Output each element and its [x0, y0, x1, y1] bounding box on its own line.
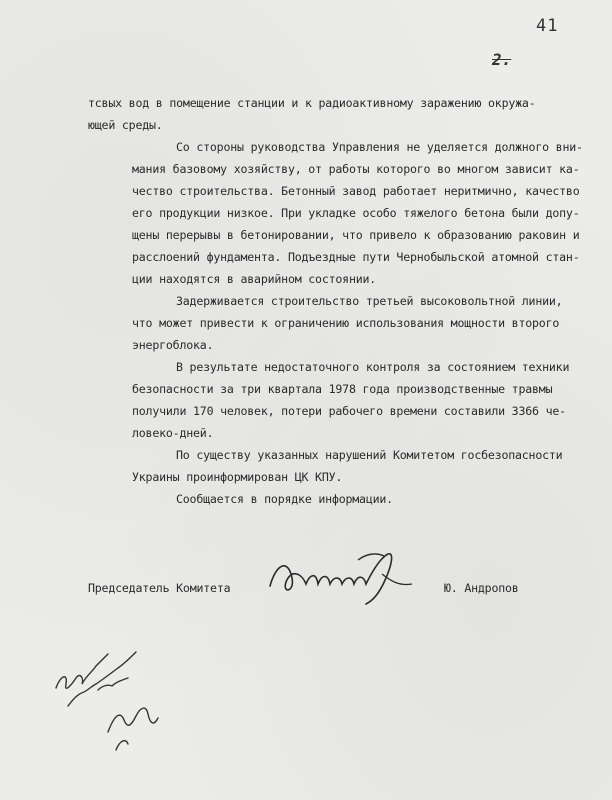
- signatory-name: Ю. Андропов: [444, 581, 519, 595]
- text-line: его продукции низкое. При укладке особо тяжелого бетона были допу-: [132, 206, 580, 220]
- text-line: Украины проинформирован ЦК КПУ.: [132, 470, 343, 484]
- paragraph: [88, 290, 563, 356]
- text-line: щены перерывы в бетонировании, что привело к образованию раковин и: [132, 228, 580, 242]
- text-line: ции находятся в аварийном состоянии.: [132, 272, 377, 286]
- text-line: В результате недостаточного контроля за состоянием техники: [176, 360, 570, 374]
- page-number: 41: [536, 16, 559, 36]
- text-line: что может привести к ограничению использования мощности второго: [132, 316, 560, 330]
- text-line: энергоблока.: [132, 338, 214, 352]
- text-line: чество строительства. Бетонный завод работает неритмично, качество: [132, 184, 580, 198]
- text-line: ющей среды.: [88, 118, 163, 132]
- paragraph: [88, 488, 548, 510]
- paragraph: [88, 356, 570, 444]
- paragraph: [88, 92, 548, 136]
- handwritten-signature: [262, 534, 422, 614]
- text-line: безопасности за три квартала 1978 года производственные травмы: [132, 382, 553, 396]
- text-line: Задерживается строительство третьей высоковольтной линии,: [176, 294, 563, 308]
- document-body: [88, 92, 583, 510]
- paragraph: [88, 136, 583, 290]
- text-line: расслоений фундамента. Подъездные пути Чернобыльской атомной стан-: [132, 250, 580, 264]
- text-line: мания базовому хозяйству, от работы которого во многом зависит ка-: [132, 162, 580, 176]
- text-line: получили 170 человек, потери рабочего времени составили 3366 че-: [132, 404, 566, 418]
- text-line: тсвых вод в помещение станции и к радиоактивному заражению окружа-: [88, 96, 536, 110]
- text-line: Со стороны руководства Управления не уделяется должного вни-: [176, 140, 583, 154]
- text-line: Сообщается в порядке информации.: [176, 492, 393, 506]
- handwritten-resolution: [38, 628, 188, 768]
- sheet-mark: 2.: [492, 50, 512, 69]
- text-line: По существу указанных нарушений Комитетом госбезопасности: [176, 448, 563, 462]
- signatory-position: Председатель Комитета: [88, 581, 231, 595]
- paragraph: [88, 444, 563, 488]
- text-line: ловеко-дней.: [132, 426, 214, 440]
